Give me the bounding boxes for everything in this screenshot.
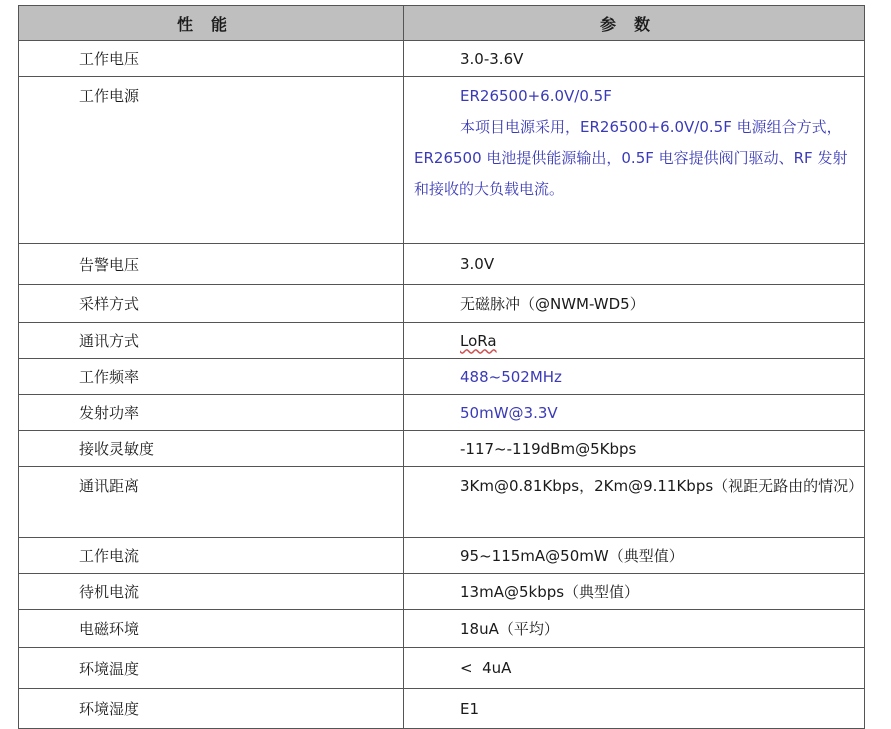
- table-row: [19, 359, 865, 395]
- power-source-description: 本项目电源采用，ER26500+6.0V/0.5F 电源组合方式，ER26500 电池提供能源输出，0.5F 电容提供阀门驱动、RF 发射和接收的大负载电流。: [414, 118, 848, 198]
- row-value: E1: [404, 689, 865, 729]
- power-source-heading: ER26500+6.0V/0.5F: [460, 87, 612, 105]
- row-label: 采样方式: [19, 285, 404, 323]
- table-row: [19, 574, 865, 610]
- row-label: 工作电源: [19, 77, 404, 244]
- row-label: 接收灵敏度: [19, 431, 404, 467]
- row-value-paragraph: [404, 467, 865, 538]
- table-row: [19, 323, 865, 359]
- table-row: [19, 467, 865, 538]
- row-value: < 4uA: [404, 648, 865, 689]
- table-row: [19, 431, 865, 467]
- row-label: 工作频率: [19, 359, 404, 395]
- comm-distance-text: 3Km@0.81Kbps，2Km@9.11Kbps（视距无路由的情况）: [460, 477, 864, 495]
- lora-text: LoRa: [460, 331, 497, 350]
- header-parameters: 参数: [404, 6, 865, 41]
- table-row: [19, 77, 865, 244]
- row-label: 环境湿度: [19, 689, 404, 729]
- row-value: -117~-119dBm@5Kbps: [404, 431, 865, 467]
- table-row: [19, 244, 865, 285]
- table-row: [19, 538, 865, 574]
- table-row: [19, 610, 865, 648]
- row-value: [404, 323, 865, 359]
- table-row: [19, 689, 865, 729]
- row-value: 无磁脉冲（@NWM-WD5）: [404, 285, 865, 323]
- row-label: 待机电流: [19, 574, 404, 610]
- header-performance: 性能: [19, 6, 404, 41]
- row-value: 13mA@5kbps（典型值）: [404, 574, 865, 610]
- row-label: 告警电压: [19, 244, 404, 285]
- table-row: [19, 41, 865, 77]
- table-row: [19, 285, 865, 323]
- row-value: 3.0-3.6V: [404, 41, 865, 77]
- row-label: 工作电流: [19, 538, 404, 574]
- row-value: 50mW@3.3V: [404, 395, 865, 431]
- row-value: 18uA（平均）: [404, 610, 865, 648]
- row-label: 通讯距离: [19, 467, 404, 538]
- row-value: 95~115mA@50mW（典型值）: [404, 538, 865, 574]
- row-label: 通讯方式: [19, 323, 404, 359]
- row-label: 环境温度: [19, 648, 404, 689]
- row-value: 3.0V: [404, 244, 865, 285]
- table-row: [19, 648, 865, 689]
- header-row: [19, 6, 865, 41]
- row-value: 488~502MHz: [404, 359, 865, 395]
- row-label: 发射功率: [19, 395, 404, 431]
- row-value-paragraph: [404, 77, 865, 244]
- row-label: 工作电压: [19, 41, 404, 77]
- spec-table: [18, 5, 865, 729]
- table-row: [19, 395, 865, 431]
- row-label: 电磁环境: [19, 610, 404, 648]
